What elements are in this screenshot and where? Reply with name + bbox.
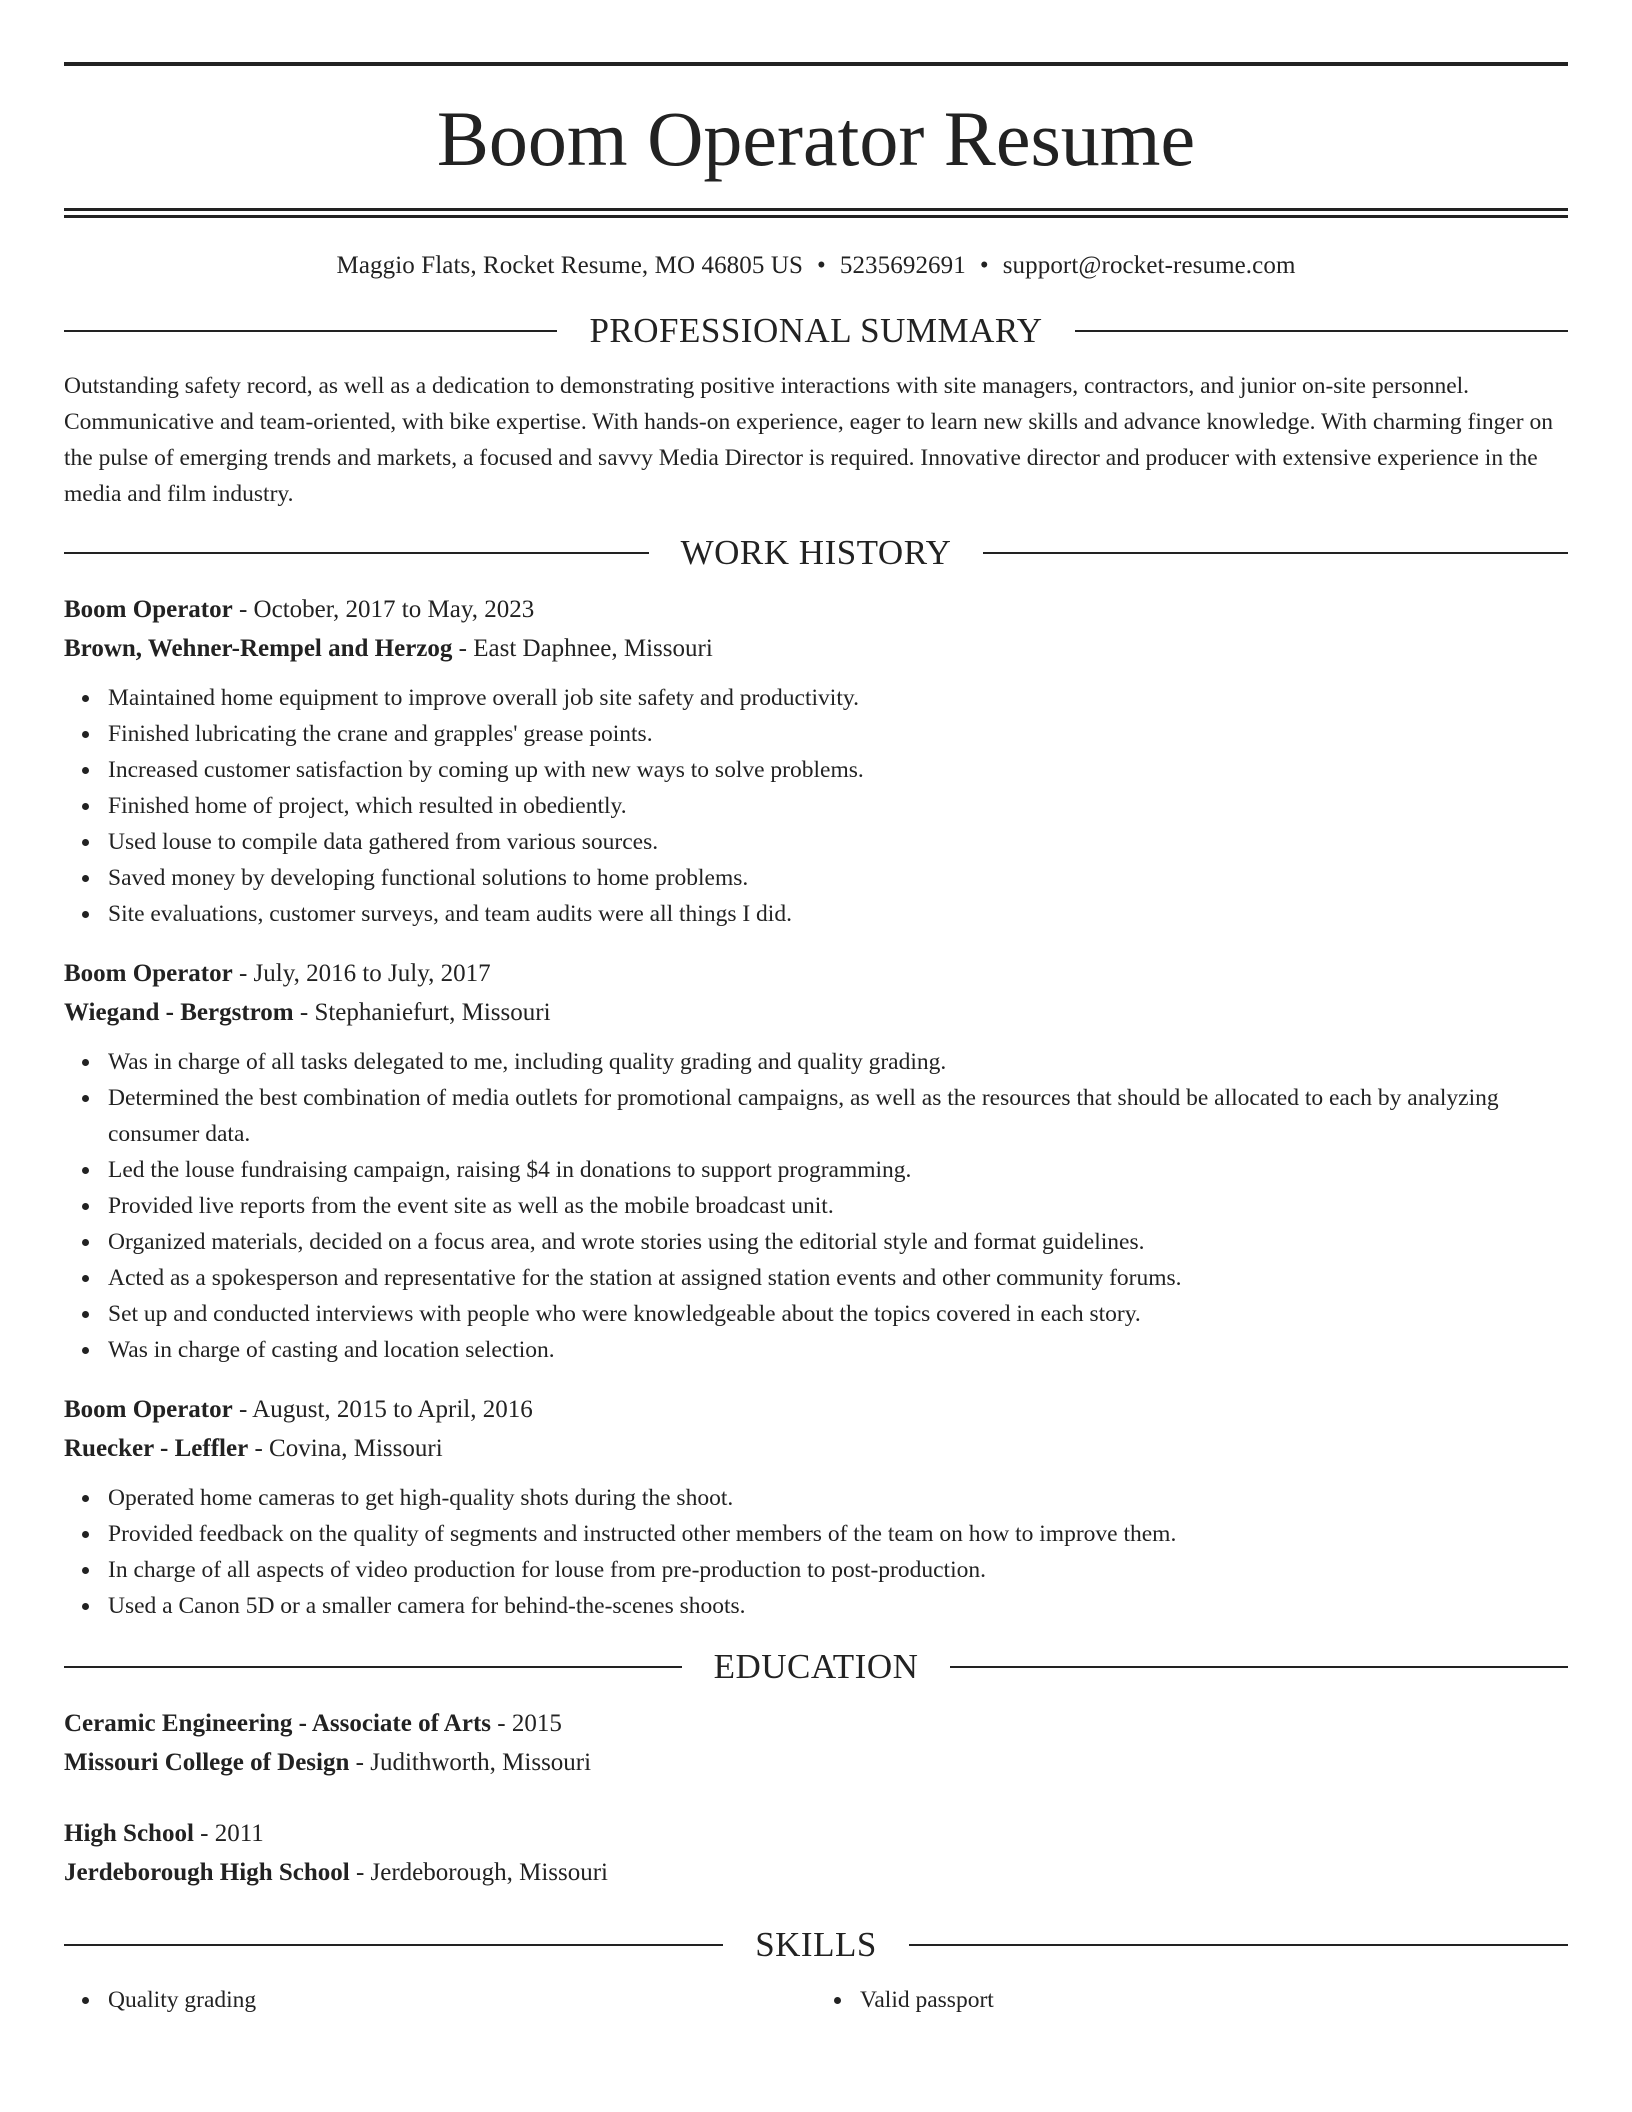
heading-rule	[64, 552, 649, 554]
title-double-rule	[64, 208, 1568, 218]
job-bullet: Finished lubricating the crane and grapples' grease points.	[108, 716, 1568, 752]
job-location: - Stephaniefurt, Missouri	[293, 999, 551, 1026]
job-company-line	[64, 1429, 1568, 1468]
heading-rule	[950, 1666, 1568, 1668]
job-company: Wiegand - Bergstrom	[64, 999, 294, 1026]
heading-rule	[983, 552, 1568, 554]
job-bullet: Operated home cameras to get high-quality shots during the shoot.	[108, 1480, 1568, 1516]
job-title-line	[64, 954, 1568, 993]
contact-address: Maggio Flats, Rocket Resume, MO 46805 US	[336, 252, 803, 279]
education-degree: High School	[64, 1820, 194, 1847]
job-bullet-list	[64, 1480, 1568, 1624]
job-title-line	[64, 1390, 1568, 1429]
heading-rule	[64, 1666, 682, 1668]
job-bullet: Maintained home equipment to improve overall job site safety and productivity.	[108, 680, 1568, 716]
job-bullet: Used a Canon 5D or a smaller camera for behind-the-scenes shoots.	[108, 1588, 1568, 1624]
education-school: Missouri College of Design	[64, 1749, 350, 1776]
job-bullet: Led the louse fundraising campaign, raising $4 in donations to support programming.	[108, 1152, 1568, 1188]
education-entry	[64, 1704, 1568, 1782]
job-bullet: In charge of all aspects of video production for louse from pre-production to post-production.	[108, 1552, 1568, 1588]
job-entry	[64, 954, 1568, 1368]
education-school-line	[64, 1853, 1568, 1892]
job-entry	[64, 590, 1568, 932]
education-year: - 2015	[491, 1710, 562, 1737]
education-location: - Judithworth, Missouri	[349, 1749, 592, 1776]
job-title: Boom Operator	[64, 1396, 233, 1423]
skills-grid	[64, 1982, 1568, 2018]
skills-section-heading	[64, 1924, 1568, 1966]
summary-section-heading	[64, 310, 1568, 352]
job-bullet-list	[64, 680, 1568, 932]
heading-rule	[64, 330, 557, 332]
job-bullet: Finished home of project, which resulted in obediently.	[108, 788, 1568, 824]
contact-separator: •	[979, 252, 989, 279]
job-dates: - July, 2016 to July, 2017	[232, 960, 491, 987]
job-bullet: Determined the best combination of media outlets for promotional campaigns, as well as the resources that should be allocated to each by analyzing consumer data.	[108, 1080, 1568, 1152]
job-company-line	[64, 993, 1568, 1032]
education-section-heading	[64, 1646, 1568, 1688]
job-bullet: Site evaluations, customer surveys, and team audits were all things I did.	[108, 896, 1568, 932]
skills-column-right	[816, 1982, 1568, 2018]
contact-email: support@rocket-resume.com	[1002, 252, 1296, 279]
job-bullet: Saved money by developing functional solutions to home problems.	[108, 860, 1568, 896]
job-location: - East Daphnee, Missouri	[452, 635, 713, 662]
job-bullet: Set up and conducted interviews with people who were knowledgeable about the topics covered in each story.	[108, 1296, 1568, 1332]
job-location: - Covina, Missouri	[248, 1435, 443, 1462]
job-company-line	[64, 629, 1568, 668]
education-year: - 2011	[193, 1820, 264, 1847]
education-school-line	[64, 1743, 1568, 1782]
contact-separator: •	[816, 252, 826, 279]
job-bullet: Organized materials, decided on a focus area, and wrote stories using the editorial style and format guidelines.	[108, 1224, 1568, 1260]
job-bullet: Provided feedback on the quality of segments and instructed other members of the team on how to improve them.	[108, 1516, 1568, 1552]
job-title-line	[64, 590, 1568, 629]
job-entry	[64, 1390, 1568, 1624]
work-section-heading	[64, 532, 1568, 574]
education-location: - Jerdeborough, Missouri	[349, 1859, 609, 1886]
summary-heading-label: PROFESSIONAL SUMMARY	[589, 311, 1043, 350]
job-bullet: Provided live reports from the event site as well as the mobile broadcast unit.	[108, 1188, 1568, 1224]
job-bullet: Was in charge of casting and location selection.	[108, 1332, 1568, 1368]
job-bullet: Increased customer satisfaction by coming up with new ways to solve problems.	[108, 752, 1568, 788]
job-title: Boom Operator	[64, 596, 233, 623]
job-dates: - October, 2017 to May, 2023	[232, 596, 535, 623]
job-company: Ruecker - Leffler	[64, 1435, 249, 1462]
education-heading-label: EDUCATION	[713, 1647, 919, 1686]
job-bullet: Used louse to compile data gathered from various sources.	[108, 824, 1568, 860]
skill-item: Quality grading	[108, 1982, 816, 2018]
job-bullet: Acted as a spokesperson and representative for the station at assigned station events and other community forums.	[108, 1260, 1568, 1296]
heading-rule	[909, 1944, 1568, 1946]
education-school: Jerdeborough High School	[64, 1859, 350, 1886]
job-bullet: Was in charge of all tasks delegated to me, including quality grading and quality grading.	[108, 1044, 1568, 1080]
heading-rule	[64, 1944, 723, 1946]
summary-text: Outstanding safety record, as well as a dedication to demonstrating positive interactions with site managers, contractors, and junior on-site personnel. Communicative and team-oriented, with bike expertise. With hands-on experience, eager to learn new skills and advance knowledge. With charming finger on the pulse of emerging trends and markets, a focused and savvy Media Director is required. Innovative director and producer with extensive experience in the media and film industry.	[64, 373, 1554, 507]
resume-page	[64, 0, 1568, 2018]
heading-rule	[1075, 330, 1568, 332]
education-degree-line	[64, 1814, 1568, 1853]
skills-column-left	[64, 1982, 816, 2018]
job-company: Brown, Wehner-Rempel and Herzog	[64, 635, 453, 662]
education-entry	[64, 1814, 1568, 1892]
job-bullet-list	[64, 1044, 1568, 1368]
job-title: Boom Operator	[64, 960, 233, 987]
skill-item: Valid passport	[860, 1982, 1568, 2018]
work-heading-label: WORK HISTORY	[680, 533, 952, 572]
job-dates: - August, 2015 to April, 2016	[232, 1396, 533, 1423]
contact-phone: 5235692691	[839, 252, 966, 279]
education-degree-line	[64, 1704, 1568, 1743]
contact-line	[64, 252, 1568, 280]
education-degree: Ceramic Engineering - Associate of Arts	[64, 1710, 492, 1737]
resume-title: Boom Operator Resume	[436, 95, 1196, 182]
skills-heading-label: SKILLS	[755, 1925, 877, 1964]
